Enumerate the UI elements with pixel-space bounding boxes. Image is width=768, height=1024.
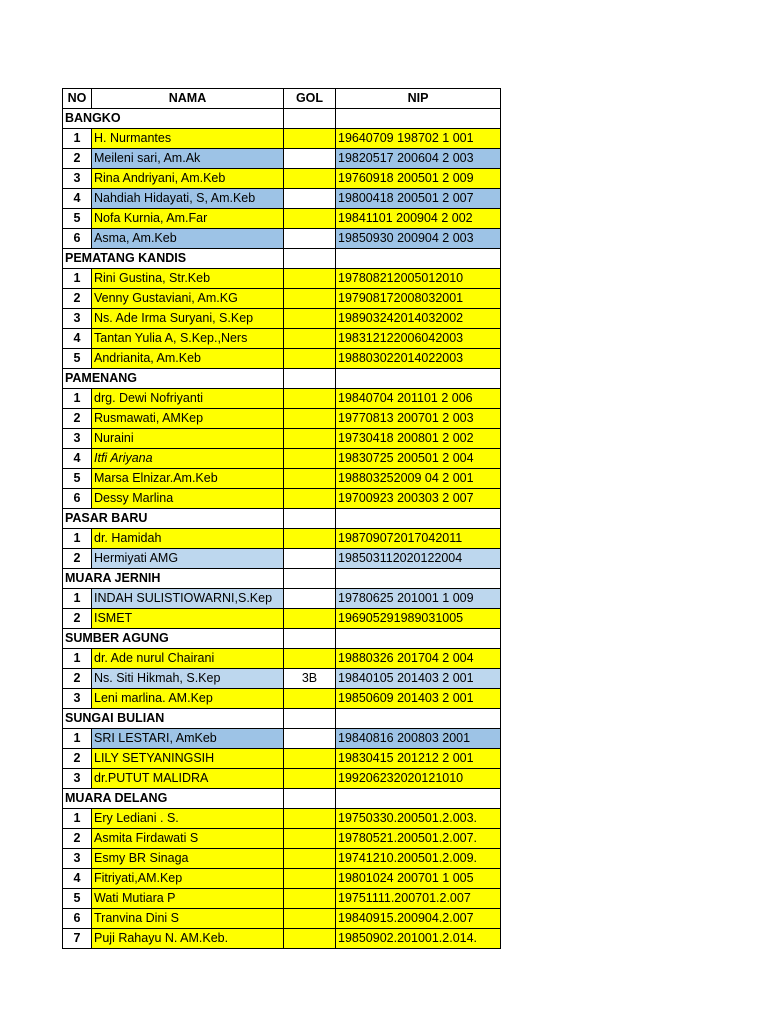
row-no: 3 xyxy=(63,309,92,329)
row-no: 2 xyxy=(63,289,92,309)
group-nip-cell xyxy=(336,709,501,729)
header-nama: NAMA xyxy=(92,89,284,109)
row-nama: Leni marlina. AM.Kep xyxy=(92,689,284,709)
row-no: 3 xyxy=(63,769,92,789)
group-name: SUMBER AGUNG xyxy=(63,629,284,649)
table-row xyxy=(63,549,501,569)
row-no: 2 xyxy=(63,609,92,629)
table-row xyxy=(63,889,501,909)
group-nip-cell xyxy=(336,109,501,129)
row-gol xyxy=(284,529,336,549)
group-gol-cell xyxy=(284,709,336,729)
row-gol xyxy=(284,549,336,569)
row-nip: 19840105 201403 2 001 xyxy=(336,669,501,689)
row-gol xyxy=(284,129,336,149)
row-gol xyxy=(284,909,336,929)
row-nip: 19801024 200701 1 005 xyxy=(336,869,501,889)
row-nip: 19830725 200501 2 004 xyxy=(336,449,501,469)
row-nip: 198803022014022003 xyxy=(336,349,501,369)
row-nip: 196905291989031005 xyxy=(336,609,501,629)
row-nama: Rini Gustina, Str.Keb xyxy=(92,269,284,289)
row-no: 4 xyxy=(63,189,92,209)
row-no: 3 xyxy=(63,429,92,449)
row-nip: 19840704 201101 2 006 xyxy=(336,389,501,409)
row-nama: Rina Andriyani, Am.Keb xyxy=(92,169,284,189)
row-nama: Venny Gustaviani, Am.KG xyxy=(92,289,284,309)
group-name: PAMENANG xyxy=(63,369,284,389)
row-no: 7 xyxy=(63,929,92,949)
row-nip: 198803252009 04 2 001 xyxy=(336,469,501,489)
row-no: 3 xyxy=(63,849,92,869)
row-gol xyxy=(284,389,336,409)
group-row xyxy=(63,709,501,729)
row-nama: dr. Ade nurul Chairani xyxy=(92,649,284,669)
row-nip: 19741210.200501.2.009. xyxy=(336,849,501,869)
row-gol xyxy=(284,409,336,429)
table-row xyxy=(63,469,501,489)
table-row xyxy=(63,149,501,169)
row-nama: Puji Rahayu N. AM.Keb. xyxy=(92,929,284,949)
table-row xyxy=(63,289,501,309)
row-nama: Itfi Ariyana xyxy=(92,449,284,469)
row-nip: 19840816 200803 2001 xyxy=(336,729,501,749)
row-gol xyxy=(284,269,336,289)
table-row xyxy=(63,529,501,549)
row-no: 4 xyxy=(63,329,92,349)
row-gol xyxy=(284,329,336,349)
row-no: 5 xyxy=(63,889,92,909)
row-gol xyxy=(284,349,336,369)
group-gol-cell xyxy=(284,629,336,649)
row-no: 5 xyxy=(63,349,92,369)
row-nama: Nuraini xyxy=(92,429,284,449)
row-nama: Tranvina Dini S xyxy=(92,909,284,929)
table-row xyxy=(63,189,501,209)
row-no: 1 xyxy=(63,129,92,149)
row-no: 2 xyxy=(63,409,92,429)
row-no: 1 xyxy=(63,809,92,829)
row-gol xyxy=(284,189,336,209)
row-no: 6 xyxy=(63,229,92,249)
row-no: 2 xyxy=(63,669,92,689)
row-gol xyxy=(284,489,336,509)
row-nip: 19850609 201403 2 001 xyxy=(336,689,501,709)
row-no: 2 xyxy=(63,149,92,169)
group-row xyxy=(63,789,501,809)
row-nama: Marsa Elnizar.Am.Keb xyxy=(92,469,284,489)
row-gol xyxy=(284,749,336,769)
table-row xyxy=(63,269,501,289)
row-no: 4 xyxy=(63,869,92,889)
row-nip: 19841101 200904 2 002 xyxy=(336,209,501,229)
table-row xyxy=(63,849,501,869)
row-nama: H. Nurmantes xyxy=(92,129,284,149)
row-gol xyxy=(284,169,336,189)
row-no: 6 xyxy=(63,909,92,929)
row-nip: 19700923 200303 2 007 xyxy=(336,489,501,509)
row-gol xyxy=(284,809,336,829)
table-row xyxy=(63,129,501,149)
row-nama: INDAH SULISTIOWARNI,S.Kep xyxy=(92,589,284,609)
table-row xyxy=(63,749,501,769)
row-gol xyxy=(284,689,336,709)
row-nama: SRI LESTARI, AmKeb xyxy=(92,729,284,749)
group-nip-cell xyxy=(336,569,501,589)
group-row xyxy=(63,509,501,529)
header-gol: GOL xyxy=(284,89,336,109)
row-gol xyxy=(284,229,336,249)
row-gol xyxy=(284,869,336,889)
row-nip: 19750330.200501.2.003. xyxy=(336,809,501,829)
row-nip: 19850902.201001.2.014. xyxy=(336,929,501,949)
table-row xyxy=(63,489,501,509)
row-no: 5 xyxy=(63,209,92,229)
row-nip: 19830415 201212 2 001 xyxy=(336,749,501,769)
row-nip: 199206232020121010 xyxy=(336,769,501,789)
group-gol-cell xyxy=(284,249,336,269)
row-nip: 198312122006042003 xyxy=(336,329,501,349)
row-no: 2 xyxy=(63,749,92,769)
table-row xyxy=(63,829,501,849)
group-name: PEMATANG KANDIS xyxy=(63,249,284,269)
table-row xyxy=(63,809,501,829)
table-row xyxy=(63,909,501,929)
row-nip: 19820517 200604 2 003 xyxy=(336,149,501,169)
row-nama: Nahdiah Hidayati, S, Am.Keb xyxy=(92,189,284,209)
row-nama: Esmy BR Sinaga xyxy=(92,849,284,869)
table-row xyxy=(63,869,501,889)
row-nama: Andrianita, Am.Keb xyxy=(92,349,284,369)
group-row xyxy=(63,109,501,129)
row-no: 2 xyxy=(63,829,92,849)
row-no: 1 xyxy=(63,269,92,289)
row-gol xyxy=(284,309,336,329)
row-nama: Ns. Ade Irma Suryani, S.Kep xyxy=(92,309,284,329)
row-no: 1 xyxy=(63,729,92,749)
table-row xyxy=(63,169,501,189)
table-row xyxy=(63,309,501,329)
row-nama: Asmita Firdawati S xyxy=(92,829,284,849)
row-gol xyxy=(284,649,336,669)
table-row xyxy=(63,589,501,609)
row-gol xyxy=(284,729,336,749)
table-row xyxy=(63,349,501,369)
group-name: MUARA DELANG xyxy=(63,789,284,809)
row-nama: Asma, Am.Keb xyxy=(92,229,284,249)
row-nama: ISMET xyxy=(92,609,284,629)
row-gol xyxy=(284,469,336,489)
table-row xyxy=(63,929,501,949)
table-row xyxy=(63,429,501,449)
header-nip: NIP xyxy=(336,89,501,109)
row-nip: 19760918 200501 2 009 xyxy=(336,169,501,189)
table-row xyxy=(63,649,501,669)
row-gol xyxy=(284,609,336,629)
row-nama: Ery Lediani . S. xyxy=(92,809,284,829)
row-nama: drg. Dewi Nofriyanti xyxy=(92,389,284,409)
group-nip-cell xyxy=(336,629,501,649)
group-nip-cell xyxy=(336,249,501,269)
row-nama: Ns. Siti Hikmah, S.Kep xyxy=(92,669,284,689)
row-no: 1 xyxy=(63,649,92,669)
row-gol xyxy=(284,149,336,169)
table-row xyxy=(63,229,501,249)
row-gol xyxy=(284,849,336,869)
table-row xyxy=(63,669,501,689)
row-gol xyxy=(284,429,336,449)
row-nip: 19840915.200904.2.007 xyxy=(336,909,501,929)
row-nip: 198903242014032002 xyxy=(336,309,501,329)
group-name: PASAR BARU xyxy=(63,509,284,529)
row-no: 3 xyxy=(63,169,92,189)
row-nip: 19800418 200501 2 007 xyxy=(336,189,501,209)
row-nama: Fitriyati,AM.Kep xyxy=(92,869,284,889)
group-row xyxy=(63,629,501,649)
row-nama: Wati Mutiara P xyxy=(92,889,284,909)
row-gol xyxy=(284,589,336,609)
row-gol xyxy=(284,289,336,309)
group-name: MUARA JERNIH xyxy=(63,569,284,589)
row-gol xyxy=(284,209,336,229)
group-name: BANGKO xyxy=(63,109,284,129)
row-nip: 197908172008032001 xyxy=(336,289,501,309)
table-row xyxy=(63,449,501,469)
row-nama: Rusmawati, AMKep xyxy=(92,409,284,429)
row-nama: Hermiyati AMG xyxy=(92,549,284,569)
row-no: 4 xyxy=(63,449,92,469)
row-nip: 19770813 200701 2 003 xyxy=(336,409,501,429)
row-nip: 19780625 201001 1 009 xyxy=(336,589,501,609)
row-nip: 19751111.200701.2.007 xyxy=(336,889,501,909)
group-gol-cell xyxy=(284,109,336,129)
row-gol xyxy=(284,829,336,849)
group-name: SUNGAI BULIAN xyxy=(63,709,284,729)
row-gol xyxy=(284,929,336,949)
table-row xyxy=(63,209,501,229)
group-gol-cell xyxy=(284,789,336,809)
row-nip: 19850930 200904 2 003 xyxy=(336,229,501,249)
table-row xyxy=(63,329,501,349)
row-nama: Nofa Kurnia, Am.Far xyxy=(92,209,284,229)
row-no: 5 xyxy=(63,469,92,489)
staff-table xyxy=(62,88,501,949)
row-no: 2 xyxy=(63,549,92,569)
group-row xyxy=(63,369,501,389)
row-nip: 19730418 200801 2 002 xyxy=(336,429,501,449)
row-nip: 19640709 198702 1 001 xyxy=(336,129,501,149)
row-no: 1 xyxy=(63,529,92,549)
row-nip: 198503112020122004 xyxy=(336,549,501,569)
table-row xyxy=(63,769,501,789)
row-nama: Meileni sari, Am.Ak xyxy=(92,149,284,169)
group-nip-cell xyxy=(336,509,501,529)
row-gol: 3B xyxy=(284,669,336,689)
table-row xyxy=(63,409,501,429)
table-row xyxy=(63,609,501,629)
row-nama: LILY SETYANINGSIH xyxy=(92,749,284,769)
row-gol xyxy=(284,889,336,909)
row-nama: dr.PUTUT MALIDRA xyxy=(92,769,284,789)
row-gol xyxy=(284,769,336,789)
group-nip-cell xyxy=(336,789,501,809)
group-gol-cell xyxy=(284,369,336,389)
row-nip: 19780521.200501.2.007. xyxy=(336,829,501,849)
table-row xyxy=(63,729,501,749)
row-nip: 198709072017042011 xyxy=(336,529,501,549)
row-no: 3 xyxy=(63,689,92,709)
group-row xyxy=(63,569,501,589)
header-row xyxy=(63,89,501,109)
row-nama: Tantan Yulia A, S.Kep.,Ners xyxy=(92,329,284,349)
row-no: 6 xyxy=(63,489,92,509)
group-gol-cell xyxy=(284,509,336,529)
table-row xyxy=(63,389,501,409)
table-row xyxy=(63,689,501,709)
row-nip: 197808212005012010 xyxy=(336,269,501,289)
row-no: 1 xyxy=(63,589,92,609)
group-nip-cell xyxy=(336,369,501,389)
row-nama: Dessy Marlina xyxy=(92,489,284,509)
row-gol xyxy=(284,449,336,469)
group-gol-cell xyxy=(284,569,336,589)
header-no: NO xyxy=(63,89,92,109)
row-nama: dr. Hamidah xyxy=(92,529,284,549)
table-body xyxy=(63,109,501,949)
row-no: 1 xyxy=(63,389,92,409)
row-nip: 19880326 201704 2 004 xyxy=(336,649,501,669)
group-row xyxy=(63,249,501,269)
